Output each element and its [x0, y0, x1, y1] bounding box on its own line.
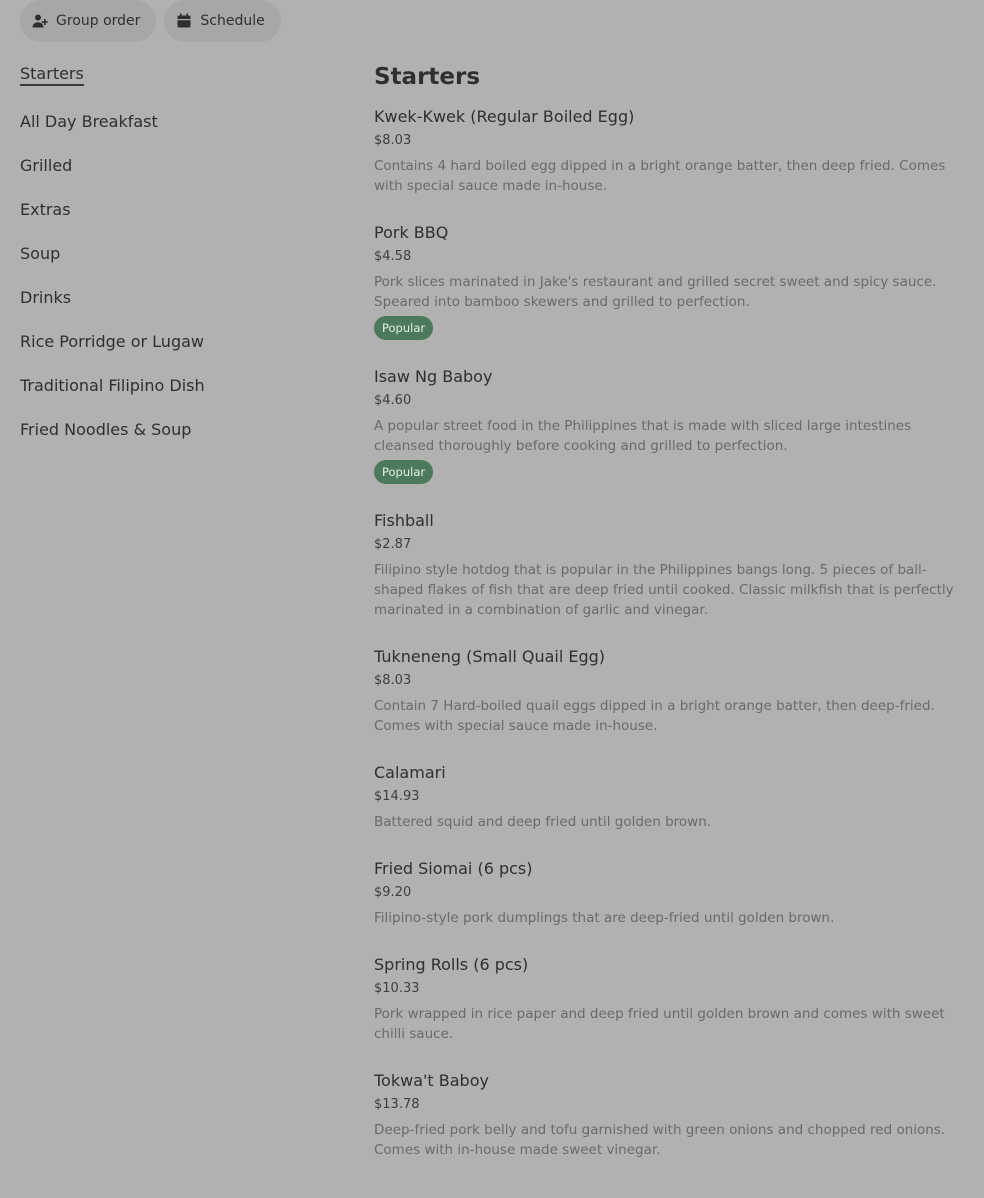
menu-item[interactable]: [374, 106, 960, 196]
menu-item[interactable]: [374, 646, 960, 736]
item-description: Filipino-style pork dumplings that are deep-fried until golden brown.: [374, 910, 835, 926]
item-name: Calamari: [374, 763, 446, 782]
menu-item[interactable]: [374, 222, 960, 340]
item-description: Contains 4 hard boiled egg dipped in a bright orange batter, then deep fried. Comes with special sauce made in-house.: [374, 158, 946, 194]
item-price: $8.03: [374, 133, 412, 148]
schedule-label: Schedule: [200, 13, 265, 29]
category-soup[interactable]: Soup: [20, 244, 61, 263]
item-price: $8.03: [374, 673, 412, 688]
item-description: Pork slices marinated in Jake's restaurant and grilled secret sweet and spicy sauce. Speared into bamboo skewers and grilled to perfection.: [374, 274, 937, 310]
menu-item[interactable]: [374, 1070, 960, 1160]
item-name: Spring Rolls (6 pcs): [374, 955, 529, 974]
item-name: Isaw Ng Baboy: [374, 367, 493, 386]
category-traditional-filipino-dish[interactable]: Traditional Filipino Dish: [20, 376, 205, 395]
item-description: Filipino style hotdog that is popular in the Philippines bangs long. 5 pieces of ball-shaped flakes of fish that are deep fried until cooked. Classic milkfish that is perfectly marinated in a combination of garlic and vinegar.: [374, 562, 954, 618]
menu-item[interactable]: [374, 510, 960, 620]
item-price: $14.93: [374, 789, 420, 804]
item-description: Deep-fried pork belly and tofu garnished with green onions and chopped red onions. Comes with in-house made sweet vinegar.: [374, 1122, 946, 1158]
menu-item[interactable]: [374, 366, 960, 484]
item-name: Fried Siomai (6 pcs): [374, 859, 533, 878]
add-person-icon: [32, 13, 48, 29]
category-drinks[interactable]: Drinks: [20, 288, 72, 307]
group-order-button[interactable]: [20, 0, 156, 42]
item-price: $13.78: [374, 1097, 420, 1112]
item-price: $9.20: [374, 885, 412, 900]
calendar-icon: [176, 13, 192, 29]
category-nav: [20, 60, 340, 464]
item-price: $4.60: [374, 393, 412, 408]
item-price: $4.58: [374, 249, 412, 264]
item-price: $2.87: [374, 537, 412, 552]
item-description: A popular street food in the Philippines that is made with sliced large intestines cleansed thoroughly before cooking and grilled to perfection.: [374, 418, 912, 454]
category-all-day-breakfast[interactable]: All Day Breakfast: [20, 112, 158, 131]
category-grilled[interactable]: Grilled: [20, 156, 73, 175]
menu-section: [374, 64, 960, 1186]
order-options-bar: [20, 0, 281, 42]
category-extras[interactable]: Extras: [20, 200, 71, 219]
schedule-button[interactable]: [164, 0, 280, 42]
item-name: Kwek-Kwek (Regular Boiled Egg): [374, 107, 635, 126]
menu-item[interactable]: [374, 954, 960, 1044]
item-name: Fishball: [374, 511, 434, 530]
section-title: Starters: [374, 64, 481, 90]
item-name: Pork BBQ: [374, 223, 449, 242]
menu-item[interactable]: [374, 858, 960, 928]
category-starters[interactable]: Starters: [20, 64, 84, 86]
group-order-label: Group order: [56, 13, 141, 29]
item-description: Contain 7 Hard-boiled quail eggs dipped in a bright orange batter, then deep-fried. Comes with special sauce made in-house.: [374, 698, 935, 734]
item-name: Tukneneng (Small Quail Egg): [374, 647, 606, 666]
popular-badge: Popular: [374, 460, 433, 484]
item-description: Pork wrapped in rice paper and deep fried until golden brown and comes with sweet chilli sauce.: [374, 1006, 945, 1042]
item-description: Battered squid and deep fried until golden brown.: [374, 814, 712, 830]
item-name: Tokwa't Baboy: [374, 1071, 489, 1090]
category-rice-porridge[interactable]: Rice Porridge or Lugaw: [20, 332, 204, 351]
category-fried-noodles-soup[interactable]: Fried Noodles & Soup: [20, 420, 192, 439]
menu-item[interactable]: [374, 762, 960, 832]
item-price: $10.33: [374, 981, 420, 996]
popular-badge: Popular: [374, 316, 433, 340]
